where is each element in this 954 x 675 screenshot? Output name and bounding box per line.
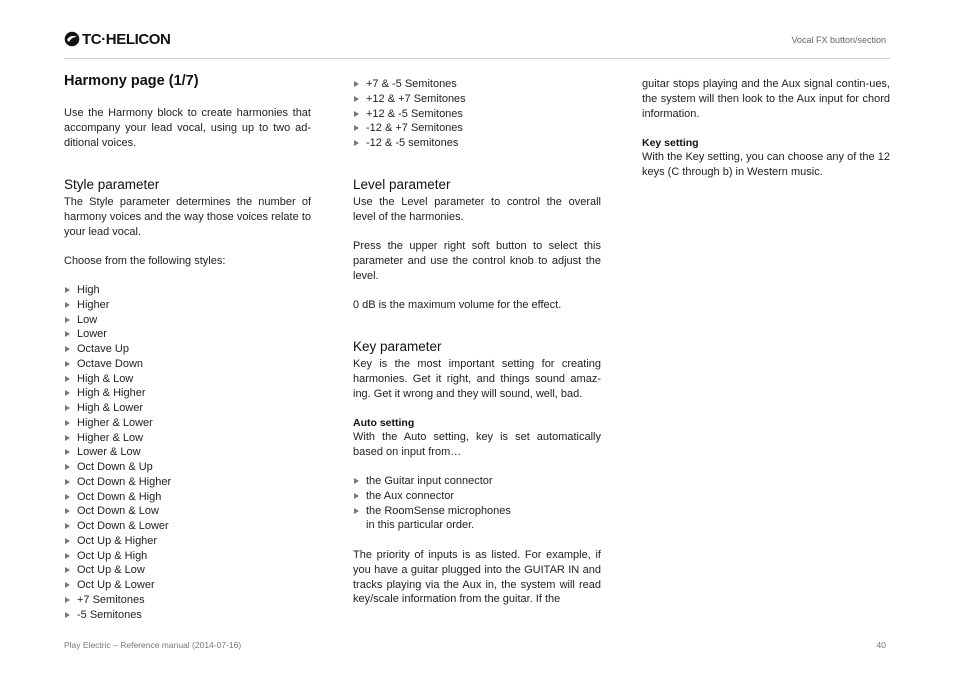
list-item-label: Oct Down & Low (77, 505, 159, 518)
list-item-label: Oct Up & Lower (77, 579, 155, 591)
styles-list (64, 283, 171, 622)
list-item-label: -5 Semitones (77, 608, 142, 621)
triangle-bullet-icon (65, 523, 70, 529)
key-paragraph: Key is the most important setting for creating harmonies. Get it right, and things sound amaz-ing. Get it wrong and they will sound, well, bad. (353, 358, 601, 400)
list-item-label: Higher & Low (77, 431, 144, 444)
list-item-label: Octave Up (77, 343, 129, 355)
triangle-bullet-icon (65, 405, 70, 411)
intro-paragraph: Use the Harmony block to create harmonies that accompany your lead vocal, using up to two ad-ditional voices. (64, 107, 311, 149)
priority-paragraph: The priority of inputs is as listed. For example, if you have a guitar plugged into the GUITAR IN and tracks playing via the Aux in, the system will read key/scale information from the guitar. If the (353, 549, 601, 606)
list-item (64, 327, 171, 342)
list-item-label: Oct Down & Up (77, 461, 153, 473)
triangle-bullet-icon (65, 376, 70, 382)
list-item (64, 475, 171, 490)
list-item (64, 401, 171, 416)
list-item-label: Higher & Lower (77, 416, 153, 429)
list-item-label: Oct Up & Low (77, 564, 145, 577)
triangle-bullet-icon (354, 140, 359, 146)
triangle-bullet-icon (354, 493, 359, 499)
list-item (353, 77, 466, 92)
list-item-label: +12 & -5 Semitones (366, 107, 463, 120)
triangle-bullet-icon (354, 478, 359, 484)
key-setting-paragraph: With the Key setting, you can choose any of the 12 keys (C through b) in Western music. (642, 151, 890, 178)
list-item-label: High (77, 284, 100, 296)
list-item (353, 121, 466, 136)
inputs-order-note: in this particular order. (366, 519, 475, 531)
list-item-label: -12 & +7 Semitones (366, 122, 463, 135)
triangle-bullet-icon (354, 125, 359, 131)
key-setting-heading: Key setting (642, 137, 699, 149)
style-heading: Style parameter (64, 177, 160, 192)
list-item (353, 92, 466, 107)
triangle-bullet-icon (65, 390, 70, 396)
list-item (353, 474, 511, 489)
list-item-label: Higher (77, 298, 110, 311)
triangle-bullet-icon (65, 435, 70, 441)
triangle-bullet-icon (354, 81, 359, 87)
triangle-bullet-icon (65, 494, 70, 500)
tc-helicon-logo (64, 30, 171, 48)
list-item-label: High & Lower (77, 402, 144, 414)
list-item-label: Oct Down & Lower (77, 520, 169, 532)
list-item-label: High & Higher (77, 387, 146, 400)
triangle-bullet-icon (65, 302, 70, 308)
level-max-paragraph: 0 dB is the maximum volume for the effect. (353, 299, 562, 311)
list-item (64, 386, 171, 401)
list-item (353, 489, 511, 504)
header-divider (64, 58, 890, 59)
list-item (64, 445, 171, 460)
triangle-bullet-icon (65, 597, 70, 603)
triangle-bullet-icon (65, 361, 70, 367)
list-item (64, 298, 171, 313)
list-item-label: Low (77, 313, 98, 326)
list-item (353, 136, 466, 151)
list-item-label: -12 & -5 semitones (366, 137, 459, 149)
list-item (64, 593, 171, 608)
triangle-bullet-icon (65, 479, 70, 485)
choose-paragraph: Choose from the following styles: (64, 255, 226, 267)
list-item (64, 416, 171, 431)
list-item-label: +12 & +7 Semitones (366, 92, 466, 105)
list-item-label: Oct Down & Higher (77, 475, 172, 488)
list-item-label: +7 Semitones (77, 593, 145, 606)
auto-setting-heading: Auto setting (353, 417, 415, 429)
list-item-label: High & Low (77, 372, 134, 385)
list-item-label: Oct Down & High (77, 490, 162, 503)
list-item (64, 549, 171, 564)
list-item-label: the RoomSense microphones (366, 504, 511, 517)
list-item (64, 608, 171, 623)
triangle-bullet-icon (65, 538, 70, 544)
triangle-bullet-icon (65, 553, 70, 559)
section-label: Vocal FX button/section (791, 35, 886, 45)
triangle-bullet-icon (65, 449, 70, 455)
triangle-bullet-icon (65, 582, 70, 588)
triangle-bullet-icon (65, 317, 70, 323)
list-item (64, 342, 171, 357)
inputs-list (353, 474, 511, 518)
triangle-bullet-icon (65, 508, 70, 514)
continued-paragraph: guitar stops playing and the Aux signal contin-ues, the system will then look to the Aux input for chord information. (642, 78, 890, 120)
list-item (64, 313, 171, 328)
list-item (64, 578, 171, 593)
list-item (64, 357, 171, 372)
list-item (353, 107, 466, 122)
list-item-label: Lower & Low (77, 446, 141, 459)
triangle-bullet-icon (65, 612, 70, 618)
triangle-bullet-icon (354, 508, 359, 514)
triangle-bullet-icon (65, 420, 70, 426)
list-item (64, 534, 171, 549)
list-item-label: Octave Down (77, 357, 144, 370)
level-heading: Level parameter (353, 177, 451, 192)
list-item (64, 563, 171, 578)
page-number: 40 (876, 640, 886, 650)
list-item (353, 504, 511, 519)
triangle-bullet-icon (65, 331, 70, 337)
styles-list-continued (353, 77, 466, 151)
list-item-label: Lower (77, 328, 107, 341)
level-paragraph: Use the Level parameter to control the overall level of the harmonies. (353, 196, 601, 223)
list-item-label: Oct Up & Higher (77, 534, 158, 547)
list-item (64, 504, 171, 519)
triangle-bullet-icon (65, 567, 70, 573)
triangle-bullet-icon (354, 96, 359, 102)
page-title: Harmony page (1/7) (64, 73, 199, 89)
tc-helicon-logo-icon (64, 31, 80, 47)
triangle-bullet-icon (354, 111, 359, 117)
footer-manual-title: Play Electric – Reference manual (2014-07-16) (64, 640, 242, 650)
level-press-paragraph: Press the upper right soft button to select this parameter and use the control knob to adjust the level. (353, 240, 601, 282)
list-item-label: the Aux connector (366, 489, 455, 502)
list-item (64, 519, 171, 534)
list-item-label: the Guitar input connector (366, 475, 493, 487)
list-item (64, 460, 171, 475)
list-item-label: +7 & -5 Semitones (366, 78, 457, 90)
triangle-bullet-icon (65, 464, 70, 470)
auto-setting-paragraph: With the Auto setting, key is set automatically based on input from… (353, 431, 601, 458)
triangle-bullet-icon (65, 287, 70, 293)
list-item (64, 431, 171, 446)
list-item-label: Oct Up & High (77, 549, 148, 562)
logo-text: TC·HELICON (82, 30, 171, 48)
list-item (64, 490, 171, 505)
style-paragraph: The Style parameter determines the number of harmony voices and the way those voices relate to your lead vocal. (64, 196, 311, 238)
list-item (64, 372, 171, 387)
key-heading: Key parameter (353, 339, 442, 354)
triangle-bullet-icon (65, 346, 70, 352)
list-item (64, 283, 171, 298)
